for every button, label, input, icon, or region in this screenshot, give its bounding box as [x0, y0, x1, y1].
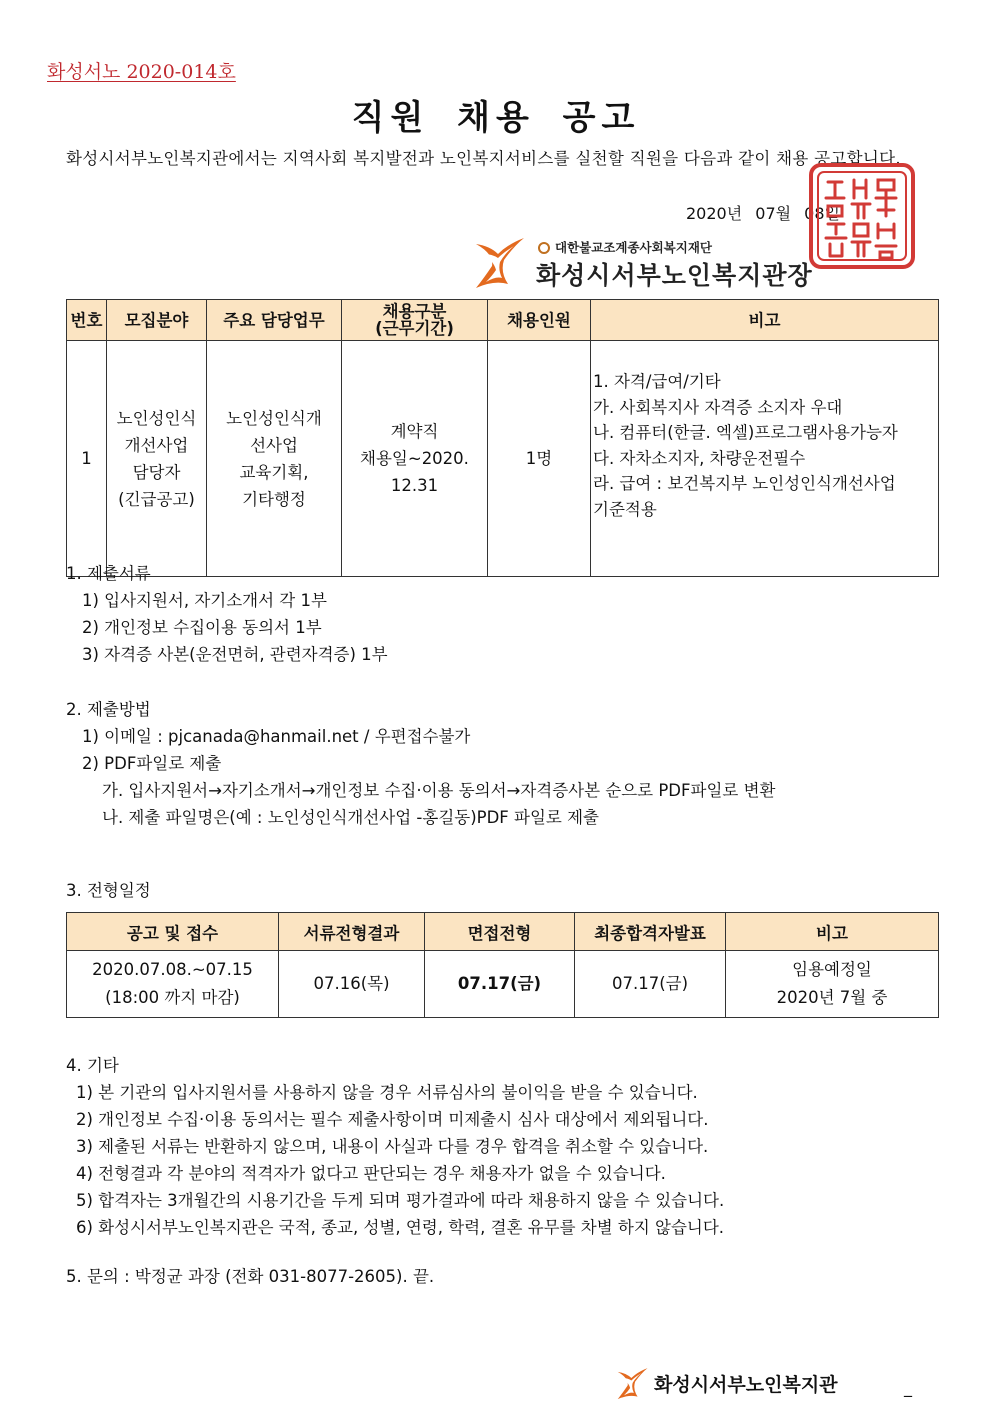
section-heading: 1. 제출서류: [66, 564, 151, 583]
list-item: 나. 제출 파일명은(예 : 노인성인식개선사업 -홍길동)PDF 파일로 제출: [102, 808, 599, 827]
etc-section: [66, 1052, 724, 1241]
list-item: 2) PDF파일로 제출: [82, 754, 222, 773]
institution-name: 화성시서부노인복지관장: [536, 261, 813, 290]
list-item: 1) 본 기관의 입사지원서를 사용하지 않을 경우 서류심사의 불이익을 받을 수 있습니다.: [76, 1083, 698, 1102]
list-item: 4) 전형결과 각 분야의 적격자가 없다고 판단되는 경우 채용자가 없을 수 있습니다.: [76, 1164, 666, 1183]
list-item: 1) 입사지원서, 자기소개서 각 1부: [82, 591, 327, 610]
cell-final: 07.17(금): [575, 951, 726, 1018]
header-field: 모집분야: [107, 300, 207, 341]
page-title: 직원 채용 공고: [351, 98, 641, 138]
section-heading: 2. 제출방법: [66, 700, 151, 719]
notice-date: 2020년 07월 08일: [686, 204, 840, 223]
cell-doc-result: 07.16(목): [279, 951, 425, 1018]
header-note: 비고: [591, 300, 939, 341]
footer-dash: _: [904, 1378, 912, 1397]
intro-text: 화성시서부노인복지관에서는 지역사회 복지발전과 노인복지서비스를 실천할 직원을 다음과 같이 채용 공고합니다.: [66, 149, 901, 168]
header-final: 최종합격자발표: [575, 913, 726, 951]
footer-institution-name: 화성시서부노인복지관: [654, 1374, 838, 1396]
list-item: 5) 합격자는 3개월간의 시용기간을 두게 되며 평가결과에 따라 채용하지 않을 수 있습니다.: [76, 1191, 725, 1210]
footer-logo: [614, 1364, 874, 1404]
cell-duty: 노인성인식개 선사업 교육기획, 기타행정: [207, 341, 342, 577]
list-item: 1) 이메일 : pjcanada@hanmail.net / 우편접수불가: [82, 727, 471, 746]
header-announce: 공고 및 접수: [67, 913, 279, 951]
header-remark: 비고: [726, 913, 939, 951]
list-item: 가. 입사지원서→자기소개서→개인정보 수집·이용 동의서→자격증사본 순으로 PDF파일로 변환: [102, 781, 776, 800]
recruit-table: [66, 299, 939, 577]
cell-count: 1명: [488, 341, 591, 577]
table-row: [67, 951, 939, 1018]
cell-announce: 2020.07.08.~07.15 (18:00 까지 마감): [67, 951, 279, 1018]
schedule-heading: 3. 전형일정: [66, 881, 151, 900]
institution-logo-icon: [470, 232, 528, 292]
institution-logo: [470, 232, 813, 292]
cell-interview: 07.17(금): [425, 951, 575, 1018]
footer-logo-icon: [614, 1364, 650, 1402]
cell-type: 계약직 채용일~2020. 12.31: [342, 341, 488, 577]
list-item: 3) 제출된 서류는 반환하지 않으며, 내용이 사실과 다를 경우 합격을 취소할 수 있습니다.: [76, 1137, 709, 1156]
cell-note: 1. 자격/급여/기타 가. 사회복지사 자격증 소지자 우대 나. 컴퓨터(한글. 엑셀)프로그램사용가능자 다. 자차소지자, 차량운전필수 라. 급여 : 보건복지부 노인성인식개선사업 기준적용: [591, 341, 939, 577]
doc-number: 화성서노 2020-014호: [47, 61, 236, 83]
header-count: 채용인원: [488, 300, 591, 341]
header-duty: 주요 담당업무: [207, 300, 342, 341]
cell-no: 1: [67, 341, 107, 577]
section-heading: 4. 기타: [66, 1056, 119, 1075]
list-item: 2) 개인정보 수집·이용 동의서는 필수 제출사항이며 미제출시 심사 대상에서 제외됩니다.: [76, 1110, 709, 1129]
documents-section: [66, 560, 388, 668]
header-doc-result: 서류전형결과: [279, 913, 425, 951]
header-no: 번호: [67, 300, 107, 341]
list-item: 6) 화성시서부노인복지관은 국적, 종교, 성별, 연령, 학력, 결혼 유무를 차별 하지 않습니다.: [76, 1218, 725, 1237]
official-seal: [806, 160, 918, 272]
header-interview: 면접전형: [425, 913, 575, 951]
foundation-name: [538, 238, 712, 256]
list-item: 3) 자격증 사본(운전면허, 관련자격증) 1부: [82, 645, 388, 664]
schedule-table: [66, 912, 939, 1018]
cell-field: 노인성인식 개선사업 담당자 (긴급공고): [107, 341, 207, 577]
foundation-emblem-icon: [538, 242, 550, 254]
cell-remark: 임용예정일 2020년 7월 중: [726, 951, 939, 1018]
contact-info: 5. 문의 : 박정균 과장 (전화 031-8077-2605). 끝.: [66, 1267, 435, 1286]
table-row: [67, 341, 939, 577]
method-section: [66, 696, 775, 831]
list-item: 2) 개인정보 수집이용 동의서 1부: [82, 618, 322, 637]
header-type: 채용구분 (근무기간): [342, 300, 488, 341]
foundation-label: 대한불교조계종사회복지재단: [555, 240, 712, 255]
